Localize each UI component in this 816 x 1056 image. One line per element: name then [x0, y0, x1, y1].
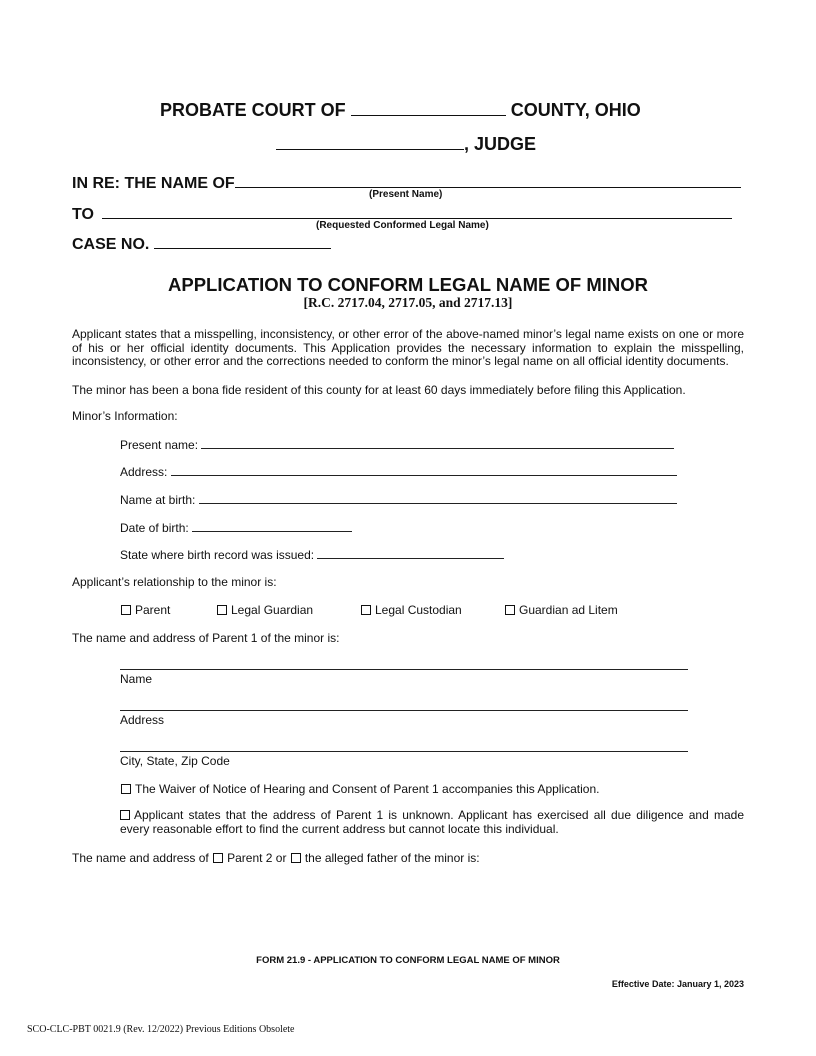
present-name-label: Present name:: [120, 438, 199, 452]
court-suffix: COUNTY, OHIO: [510, 99, 641, 120]
parent1-name-field[interactable]: [120, 669, 688, 670]
legal-custodian-checkbox[interactable]: [361, 605, 371, 615]
name-at-birth-row: [120, 492, 677, 507]
waiver-text: The Waiver of Notice of Hearing and Consent of Parent 1 accompanies this Application.: [135, 782, 600, 796]
address-row: [120, 464, 677, 479]
parent2-prefix: The name and address of: [72, 851, 209, 865]
guardian-ad-litem-option-label: Guardian ad Litem: [519, 603, 618, 617]
form-title: APPLICATION TO CONFORM LEGAL NAME OF MINOR: [168, 274, 648, 295]
parent1-name-caption: Name: [120, 672, 153, 686]
minor-info-label: Minor’s Information:: [72, 409, 178, 423]
parent1-address-caption: Address: [120, 713, 165, 727]
date-of-birth-row: [120, 520, 352, 535]
parent2-checkbox[interactable]: [213, 853, 223, 863]
requested-name-field[interactable]: [102, 201, 732, 219]
parent2-line: [72, 851, 480, 865]
to-label: TO: [72, 205, 94, 223]
alleged-father-option-label: the alleged father of the minor is:: [304, 851, 480, 865]
parent1-city-caption: City, State, Zip Code: [120, 754, 230, 768]
minor-birth-state-field[interactable]: [317, 547, 504, 559]
legal-guardian-checkbox[interactable]: [217, 605, 227, 615]
guardian-ad-litem-checkbox[interactable]: [505, 605, 515, 615]
intro-paragraph: Applicant states that a misspelling, inconsistency, or other error of the above-named minor’s legal name exists on one or more of his or her official identity documents. This Application provides the necessary information to explain the misspelling, inconsistency, or other error and the corrections needed to conform the minor’s legal name on all official identity documents.: [72, 327, 744, 368]
legal-custodian-option-label: Legal Custodian: [375, 603, 462, 617]
county-field[interactable]: [351, 96, 506, 116]
unknown-address-text: Applicant states that the address of Parent 1 is unknown. Applicant has exercised all due diligence and made every reasonable effort to find the current address but cannot locate this individual.: [120, 808, 744, 836]
name-at-birth-label: Name at birth:: [120, 493, 196, 507]
relationship-option-guardian-ad-litem[interactable]: [505, 603, 618, 617]
minor-dob-field[interactable]: [192, 520, 352, 532]
parent2-option-label: Parent 2 or: [227, 851, 287, 865]
parent1-city-field[interactable]: [120, 751, 688, 752]
address-label: Address:: [120, 465, 168, 479]
unknown-address-option[interactable]: [120, 809, 744, 836]
present-name-field[interactable]: [235, 170, 741, 188]
judge-suffix: , JUDGE: [464, 133, 537, 154]
minor-address-field[interactable]: [171, 464, 677, 476]
requested-name-caption: (Requested Conformed Legal Name): [316, 220, 489, 231]
waiver-checkbox[interactable]: [121, 784, 131, 794]
revision-note: SCO-CLC-PBT 0021.9 (Rev. 12/2022) Previous Editions Obsolete: [27, 1024, 295, 1035]
case-no-label: CASE NO.: [72, 235, 150, 253]
date-of-birth-label: Date of birth:: [120, 521, 189, 535]
alleged-father-checkbox[interactable]: [291, 853, 301, 863]
parent-checkbox[interactable]: [121, 605, 131, 615]
relationship-option-legal-custodian[interactable]: [361, 603, 462, 617]
judge-name-field[interactable]: [276, 130, 464, 150]
relationship-label: Applicant’s relationship to the minor is:: [72, 575, 277, 589]
legal-guardian-option-label: Legal Guardian: [231, 603, 314, 617]
birth-state-label: State where birth record was issued:: [120, 548, 315, 562]
statute-citation: [R.C. 2717.04, 2717.05, and 2717.13]: [303, 295, 513, 310]
relationship-option-parent[interactable]: [121, 603, 170, 617]
case-no-field[interactable]: [154, 231, 331, 249]
unknown-address-checkbox[interactable]: [120, 810, 130, 820]
minor-birth-name-field[interactable]: [199, 492, 677, 504]
parent1-address-field[interactable]: [120, 710, 688, 711]
present-name-row: [120, 437, 674, 452]
parent1-label: The name and address of Parent 1 of the minor is:: [72, 631, 340, 645]
judge-line: [276, 130, 536, 155]
parent-option-label: Parent: [135, 603, 171, 617]
present-name-caption: (Present Name): [369, 189, 443, 200]
footer-form-title: FORM 21.9 - APPLICATION TO CONFORM LEGAL NAME OF MINOR: [256, 955, 560, 966]
waiver-option[interactable]: [121, 782, 599, 796]
birth-state-row: [120, 547, 504, 562]
court-heading: [160, 96, 641, 121]
in-re-label: IN RE: THE NAME OF: [72, 174, 235, 192]
relationship-option-legal-guardian[interactable]: [217, 603, 313, 617]
minor-present-name-field[interactable]: [201, 437, 674, 449]
case-no-line: [72, 231, 331, 254]
court-prefix: PROBATE COURT OF: [160, 99, 346, 120]
effective-date: Effective Date: January 1, 2023: [611, 979, 744, 989]
residency-statement: The minor has been a bona fide resident of this county for at least 60 days immediately before filing this Application.: [72, 383, 686, 397]
